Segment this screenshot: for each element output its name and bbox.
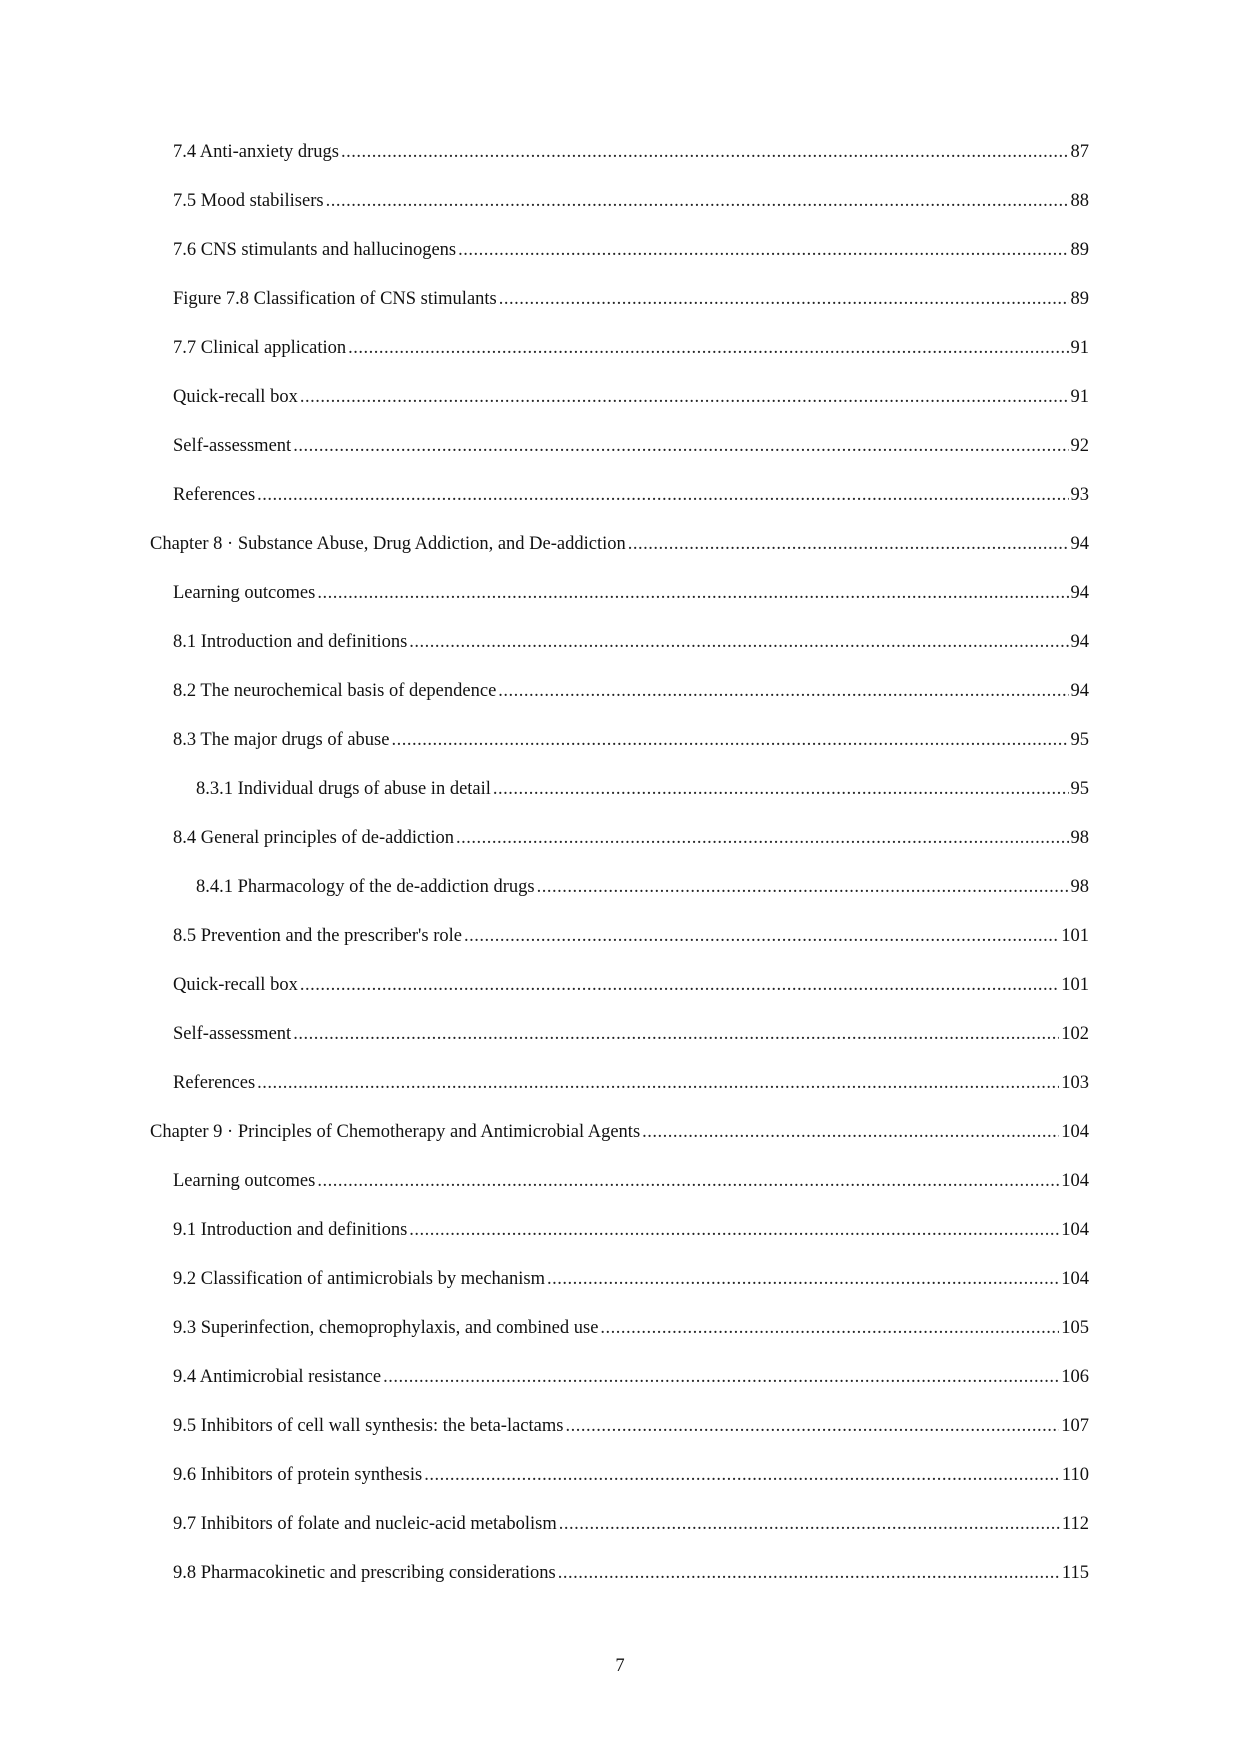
toc-entry-page: 107 bbox=[1061, 1416, 1089, 1436]
toc-entry-page: 98 bbox=[1070, 877, 1089, 897]
dot-leader bbox=[348, 337, 1068, 359]
toc-entry[interactable] bbox=[150, 1415, 1089, 1464]
toc-entry-title: Quick-recall box bbox=[173, 387, 298, 407]
toc-entry[interactable] bbox=[150, 1513, 1089, 1562]
dot-leader bbox=[409, 631, 1068, 653]
dot-leader bbox=[257, 1072, 1059, 1094]
toc-entry-page: 101 bbox=[1061, 926, 1089, 946]
dot-leader bbox=[300, 974, 1059, 996]
toc-chapter-entry[interactable] bbox=[150, 533, 1089, 582]
dot-leader bbox=[456, 827, 1069, 849]
toc-entry-page: 94 bbox=[1070, 583, 1089, 603]
toc-entry-title: 9.1 Introduction and definitions bbox=[173, 1220, 408, 1240]
toc-entry-title: 8.5 Prevention and the prescriber's role bbox=[173, 926, 462, 946]
toc-entry-title: Self-assessment bbox=[173, 436, 292, 456]
toc-entry[interactable] bbox=[150, 1562, 1089, 1611]
toc-entry[interactable] bbox=[150, 778, 1089, 827]
dot-leader bbox=[565, 1415, 1059, 1437]
toc-entry-page: 115 bbox=[1061, 1563, 1089, 1583]
toc-entry-title: 7.6 CNS stimulants and hallucinogens bbox=[173, 240, 457, 260]
toc-entry-page: 101 bbox=[1061, 975, 1089, 995]
dot-leader bbox=[458, 239, 1068, 261]
dot-leader bbox=[464, 925, 1059, 947]
toc-entry-title: 8.2 The neurochemical basis of dependence bbox=[173, 681, 497, 701]
toc-entry-page: 94 bbox=[1070, 534, 1089, 554]
dot-leader bbox=[317, 1170, 1059, 1192]
toc-entry-title: 8.3 The major drugs of abuse bbox=[173, 730, 390, 750]
toc-entry[interactable] bbox=[150, 1023, 1089, 1072]
toc-entry-title: Chapter 9 · Principles of Chemotherapy and Antimicrobial Agents bbox=[150, 1122, 641, 1142]
dot-leader bbox=[558, 1562, 1060, 1584]
dot-leader bbox=[628, 533, 1069, 555]
toc-entry-title: 7.7 Clinical application bbox=[173, 338, 347, 358]
toc-entry[interactable] bbox=[150, 141, 1089, 190]
toc-entry-title: References bbox=[173, 1073, 256, 1093]
toc-entry[interactable] bbox=[150, 1464, 1089, 1513]
toc-entry-page: 95 bbox=[1070, 779, 1089, 799]
toc-entry-title: 8.4 General principles of de-addiction bbox=[173, 828, 454, 848]
dot-leader bbox=[409, 1219, 1059, 1241]
toc-entry[interactable] bbox=[150, 680, 1089, 729]
toc-entry[interactable] bbox=[150, 729, 1089, 778]
dot-leader bbox=[293, 435, 1068, 457]
toc-entry-page: 104 bbox=[1061, 1122, 1089, 1142]
toc-entry-page: 91 bbox=[1070, 387, 1089, 407]
toc-entry[interactable] bbox=[150, 435, 1089, 484]
toc-entry-title: Figure 7.8 Classification of CNS stimulants bbox=[173, 289, 497, 309]
dot-leader bbox=[537, 876, 1069, 898]
dot-leader bbox=[317, 582, 1068, 604]
toc-entry[interactable] bbox=[150, 288, 1089, 337]
toc-entry[interactable] bbox=[150, 1366, 1089, 1415]
toc-entry[interactable] bbox=[150, 876, 1089, 925]
table-of-contents bbox=[150, 141, 1089, 1611]
toc-entry-title: 8.3.1 Individual drugs of abuse in detail bbox=[196, 779, 491, 799]
toc-entry[interactable] bbox=[150, 925, 1089, 974]
toc-entry[interactable] bbox=[150, 1072, 1089, 1121]
toc-entry-page: 112 bbox=[1061, 1514, 1089, 1534]
toc-entry-title: References bbox=[173, 485, 256, 505]
toc-entry-page: 91 bbox=[1070, 338, 1089, 358]
toc-entry-title: 9.5 Inhibitors of cell wall synthesis: the beta-lactams bbox=[173, 1416, 564, 1436]
toc-entry[interactable] bbox=[150, 1268, 1089, 1317]
toc-entry-title: 8.1 Introduction and definitions bbox=[173, 632, 408, 652]
dot-leader bbox=[293, 1023, 1059, 1045]
dot-leader bbox=[383, 1366, 1059, 1388]
dot-leader bbox=[424, 1464, 1060, 1486]
toc-entry-title: Quick-recall box bbox=[173, 975, 298, 995]
toc-entry[interactable] bbox=[150, 1219, 1089, 1268]
toc-entry-page: 104 bbox=[1061, 1220, 1089, 1240]
toc-entry-page: 105 bbox=[1061, 1318, 1089, 1338]
toc-entry-title: Self-assessment bbox=[173, 1024, 292, 1044]
toc-entry-page: 89 bbox=[1070, 289, 1089, 309]
toc-entry-page: 104 bbox=[1061, 1171, 1089, 1191]
toc-entry-page: 110 bbox=[1061, 1465, 1089, 1485]
toc-entry-page: 95 bbox=[1070, 730, 1089, 750]
toc-entry-title: 9.8 Pharmacokinetic and prescribing considerations bbox=[173, 1563, 556, 1583]
toc-entry-title: 9.6 Inhibitors of protein synthesis bbox=[173, 1465, 423, 1485]
dot-leader bbox=[300, 386, 1069, 408]
dot-leader bbox=[257, 484, 1068, 506]
toc-entry-title: 8.4.1 Pharmacology of the de-addiction drugs bbox=[196, 877, 535, 897]
toc-entry-title: Learning outcomes bbox=[173, 1171, 316, 1191]
dot-leader bbox=[642, 1121, 1059, 1143]
toc-entry-page: 103 bbox=[1061, 1073, 1089, 1093]
toc-entry[interactable] bbox=[150, 484, 1089, 533]
toc-entry[interactable] bbox=[150, 190, 1089, 239]
toc-entry-page: 94 bbox=[1070, 681, 1089, 701]
toc-entry-page: 93 bbox=[1070, 485, 1089, 505]
toc-entry-page: 94 bbox=[1070, 632, 1089, 652]
dot-leader bbox=[559, 1513, 1060, 1535]
dot-leader bbox=[341, 141, 1069, 163]
dot-leader bbox=[326, 190, 1069, 212]
page-number: 7 bbox=[615, 1656, 625, 1676]
toc-entry-title: 9.4 Antimicrobial resistance bbox=[173, 1367, 382, 1387]
toc-entry-title: 7.4 Anti-anxiety drugs bbox=[173, 142, 339, 162]
toc-entry-page: 98 bbox=[1070, 828, 1089, 848]
toc-entry[interactable] bbox=[150, 827, 1089, 876]
toc-entry-page: 106 bbox=[1061, 1367, 1089, 1387]
dot-leader bbox=[498, 680, 1068, 702]
toc-entry-title: Learning outcomes bbox=[173, 583, 316, 603]
toc-entry-page: 88 bbox=[1070, 191, 1089, 211]
toc-entry[interactable] bbox=[150, 631, 1089, 680]
toc-entry-page: 89 bbox=[1070, 240, 1089, 260]
toc-entry-title: 9.2 Classification of antimicrobials by mechanism bbox=[173, 1269, 545, 1289]
dot-leader bbox=[547, 1268, 1059, 1290]
toc-entry-page: 102 bbox=[1061, 1024, 1089, 1044]
toc-entry[interactable] bbox=[150, 582, 1089, 631]
toc-entry-title: 9.3 Superinfection, chemoprophylaxis, and combined use bbox=[173, 1318, 599, 1338]
toc-entry[interactable] bbox=[150, 337, 1089, 386]
toc-entry-title: 9.7 Inhibitors of folate and nucleic-acid metabolism bbox=[173, 1514, 557, 1534]
toc-entry-title: 7.5 Mood stabilisers bbox=[173, 191, 324, 211]
toc-entry[interactable] bbox=[150, 974, 1089, 1023]
toc-entry[interactable] bbox=[150, 239, 1089, 288]
toc-entry[interactable] bbox=[150, 1170, 1089, 1219]
dot-leader bbox=[600, 1317, 1059, 1339]
toc-entry-page: 92 bbox=[1070, 436, 1089, 456]
toc-entry[interactable] bbox=[150, 386, 1089, 435]
dot-leader bbox=[493, 778, 1069, 800]
toc-entry-page: 104 bbox=[1061, 1269, 1089, 1289]
dot-leader bbox=[499, 288, 1069, 310]
toc-chapter-entry[interactable] bbox=[150, 1121, 1089, 1170]
dot-leader bbox=[391, 729, 1068, 751]
toc-entry-page: 87 bbox=[1070, 142, 1089, 162]
toc-entry[interactable] bbox=[150, 1317, 1089, 1366]
toc-entry-title: Chapter 8 · Substance Abuse, Drug Addiction, and De-addiction bbox=[150, 534, 626, 554]
